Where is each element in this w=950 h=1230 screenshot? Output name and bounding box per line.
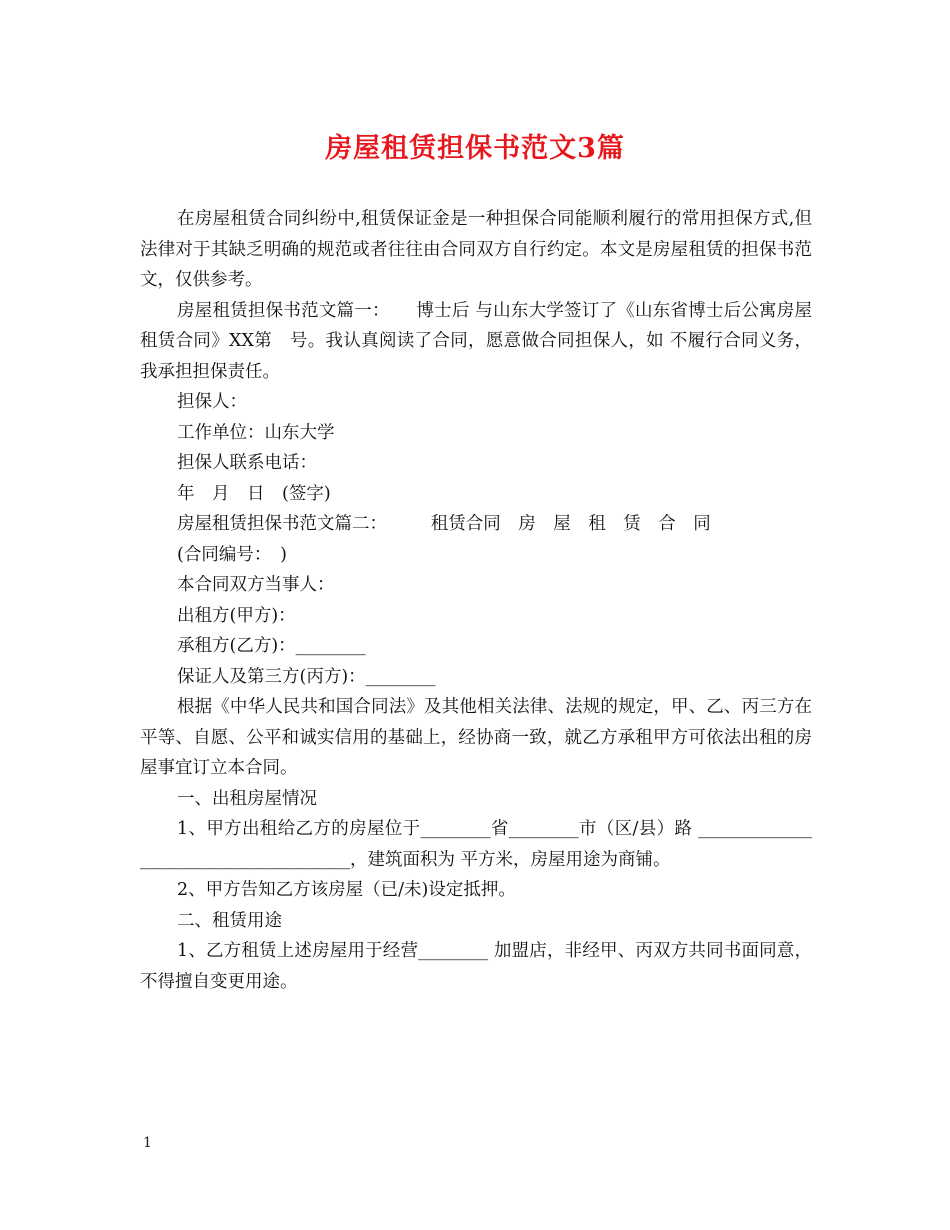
paragraph-sample-one: 房屋租赁担保书范文篇一： 博士后 与山东大学签订了《山东省博士后公寓房屋租赁合同》XX第 号。我认真阅读了合同，愿意做合同担保人，如 不履行合同义务，我承担担保责任。 <box>140 300 812 382</box>
paragraph-legal-basis: 根据《中华人民共和国合同法》及其他相关法律、法规的规定，甲、乙、丙三方在平等、自愿、公平和诚实信用的基础上，经协商一致，就乙方承租甲方可依法出租的房屋事宜订立本合同。 <box>140 697 812 778</box>
paragraph-parties: 本合同双方当事人： <box>177 575 335 595</box>
paragraph-guarantor: 担保人： <box>177 392 247 412</box>
section-heading-property: 一、出租房屋情况 <box>177 788 317 809</box>
paragraph-lessee: 承租方(乙方)：________ <box>177 636 366 656</box>
paragraph-sample-two: 房屋租赁担保书范文篇二： 租赁合同 房 屋 租 赁 合 同 <box>177 514 711 534</box>
paragraph-contract-number: (合同编号： ) <box>177 544 287 565</box>
paragraph-employer: 工作单位：山东大学 <box>177 422 335 443</box>
section-heading-usage: 二、租赁用途 <box>177 910 282 931</box>
paragraph-mortgage: 2、甲方告知乙方该房屋（已/未)设定抵押。 <box>177 880 516 900</box>
paragraph-property-location: 1、甲方出租给乙方的房屋位于________省________市（区/县）路 _____________________________________，建筑面积为 平方米，房屋用途为商铺。 <box>140 819 812 870</box>
paragraph-date-signature: 年 月 日 (签字) <box>177 483 331 504</box>
paragraph-guarantor-phone: 担保人联系电话： <box>177 453 317 473</box>
document-title: 房屋租赁担保书范文3篇 <box>325 133 625 164</box>
paragraph-intro: 在房屋租赁合同纠纷中,租赁保证金是一种担保合同能顺利履行的常用担保方式,但法律对于其缺乏明确的规范或者往往由合同双方自行约定。本文是房屋租赁的担保书范文，仅供参考。 <box>140 209 812 290</box>
paragraph-third-party: 保证人及第三方(丙方)：________ <box>177 666 436 687</box>
paragraph-lessor: 出租方(甲方)： <box>177 605 296 626</box>
document-body <box>140 204 812 997</box>
page-number: 1 <box>143 1135 152 1151</box>
paragraph-usage: 1、乙方租赁上述房屋用于经营________ 加盟店，非经甲、丙双方共同书面同意，不得擅自变更用途。 <box>140 941 812 992</box>
